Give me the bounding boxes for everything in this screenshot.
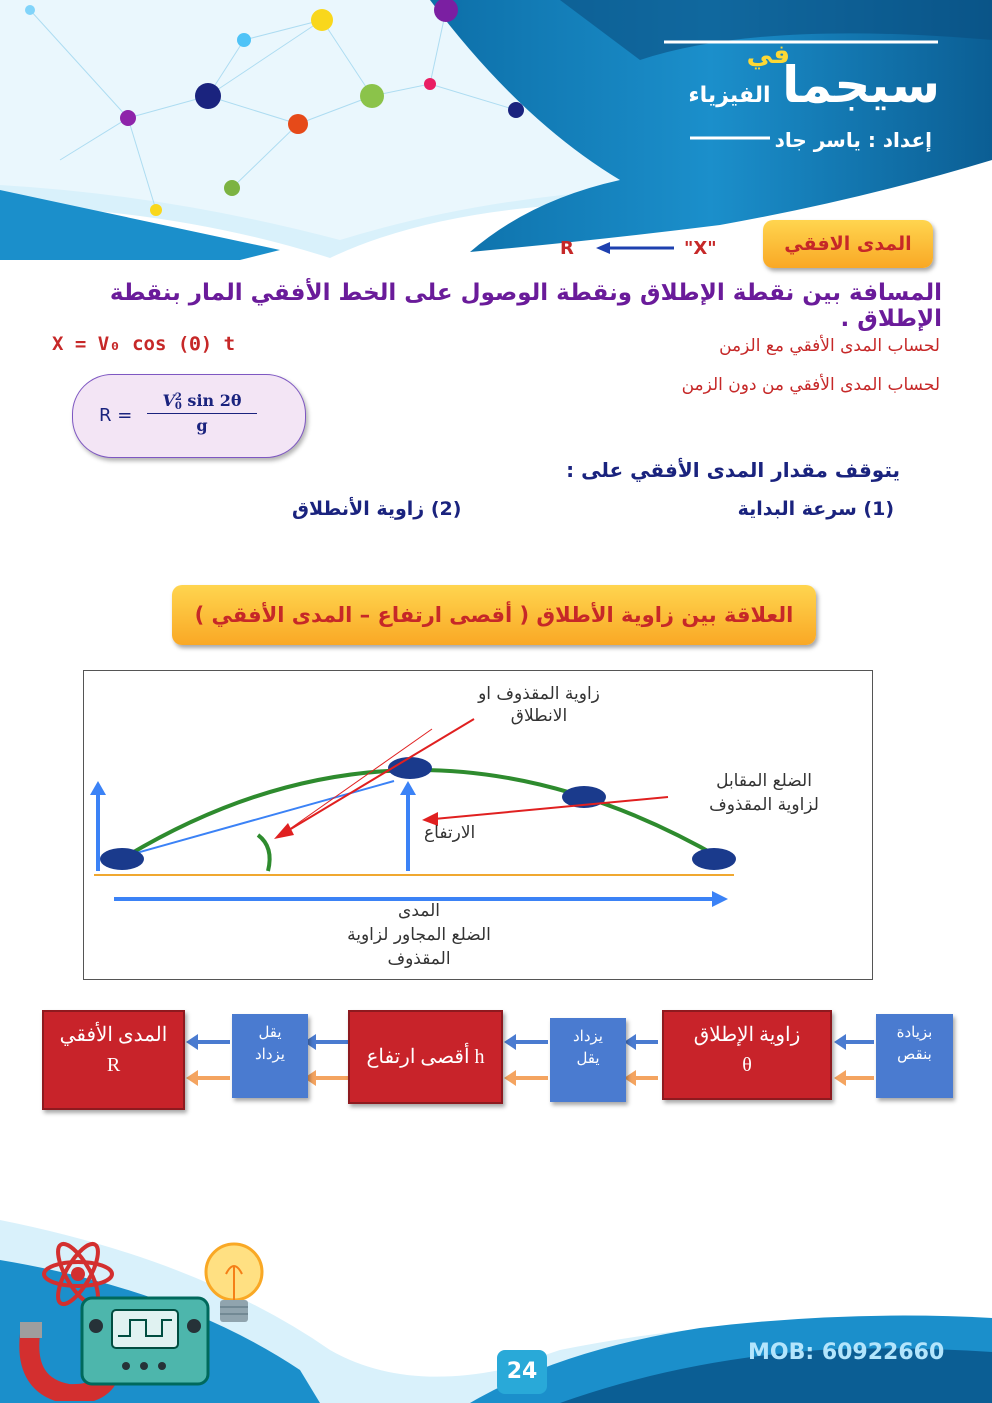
label-opposite-line2: لزاوية المقذوف — [709, 795, 819, 815]
label-launch-angle — [424, 683, 654, 727]
symbol-row — [560, 236, 740, 260]
flow-height-label: أقصى ارتفاع h — [366, 1046, 485, 1068]
flow-box-change-1 — [876, 1014, 953, 1098]
light-bulb-icon — [206, 1244, 262, 1322]
factor-launch-angle: (2) زاوية الأنطلاق — [292, 498, 462, 520]
note-with-time: لحساب المدى الأفقي مع الزمن — [719, 336, 940, 356]
flow-angle-symbol: θ — [742, 1054, 752, 1076]
note-without-time: لحساب المدى الأفقي من دون الزمن — [681, 375, 940, 395]
relation-title-badge: العلاقة بين زاوية الأطلاق ( أقصى ارتفاع – المدى الأفقي ) — [172, 585, 816, 645]
label-launch-angle-line1: زاوية المقذوف او — [478, 684, 600, 704]
flow-change-2b: يقل — [576, 1051, 600, 1067]
mobile-number: MOB: 60922660 — [748, 1340, 945, 1365]
equation-fraction — [147, 391, 257, 435]
section-title-badge: المدى الافقي — [763, 220, 933, 268]
flow-angle-label: زاوية الإطلاق — [693, 1024, 801, 1046]
flow-box-change-3 — [232, 1014, 308, 1098]
author-credit: إعداد : ياسر جاد — [774, 128, 932, 152]
equation-numerator — [147, 391, 257, 414]
numerator-sup: 2 — [174, 391, 182, 403]
projectile-diagram — [83, 670, 873, 980]
label-height: الارتفاع — [424, 823, 476, 843]
definition-text: المسافة بين نقطة الإطلاق ونقطة الوصول على الخط الأفقي المار بنقطة الإطلاق . — [109, 280, 942, 332]
flow-box-height — [348, 1010, 503, 1104]
flow-change-1b: بنقص — [897, 1047, 932, 1063]
oscilloscope-icon — [82, 1298, 208, 1384]
label-opposite-side — [664, 769, 864, 817]
flow-box-angle — [662, 1010, 832, 1100]
flow-range-symbol: R — [106, 1054, 121, 1076]
label-adjacent-line1: الضلع المجاور لزاوية — [347, 925, 491, 945]
label-range: المدى — [398, 901, 440, 921]
flow-range-label: المدى الأفقي — [59, 1024, 168, 1046]
page-number: 24 — [497, 1350, 547, 1394]
science-illustration-icon — [16, 1236, 266, 1401]
arrow-left-icon — [596, 240, 676, 256]
equation-denominator: g — [196, 415, 208, 435]
label-adjacent-line2: المقذوف — [387, 949, 451, 969]
flow-change-1a: بزيادة — [896, 1025, 933, 1041]
numerator-v: V — [162, 391, 175, 410]
flow-box-change-2 — [550, 1018, 626, 1102]
equation-with-time: X = V₀ cos (Θ) t — [52, 333, 236, 355]
brand-sub: الفيزياء — [688, 83, 771, 108]
flow-box-range — [42, 1010, 185, 1110]
label-opposite-line1: الضلع المقابل — [716, 771, 812, 791]
depends-title: يتوقف مقدار المدى الأفقي على : — [566, 458, 900, 482]
flow-change-3a: يقل — [258, 1025, 282, 1041]
equation-lhs: R = — [99, 405, 133, 426]
brand-fi: في — [746, 40, 790, 70]
symbol-x: "X" — [684, 238, 717, 259]
brand-logo — [640, 40, 940, 114]
symbol-r: R — [560, 238, 574, 259]
equation-without-time-box — [72, 374, 306, 458]
label-range-adjacent — [284, 899, 554, 971]
flow-change-3b: يزداد — [255, 1047, 285, 1063]
numerator-rest: sin 2θ — [181, 391, 242, 410]
flow-change-2a: يزداد — [573, 1029, 603, 1045]
numerator-sub: 0 — [174, 400, 182, 412]
factor-initial-speed: (1) سرعة البداية — [737, 498, 894, 520]
label-launch-angle-line2: الانطلاق — [510, 706, 568, 726]
brand-main: سيجما — [782, 56, 940, 114]
